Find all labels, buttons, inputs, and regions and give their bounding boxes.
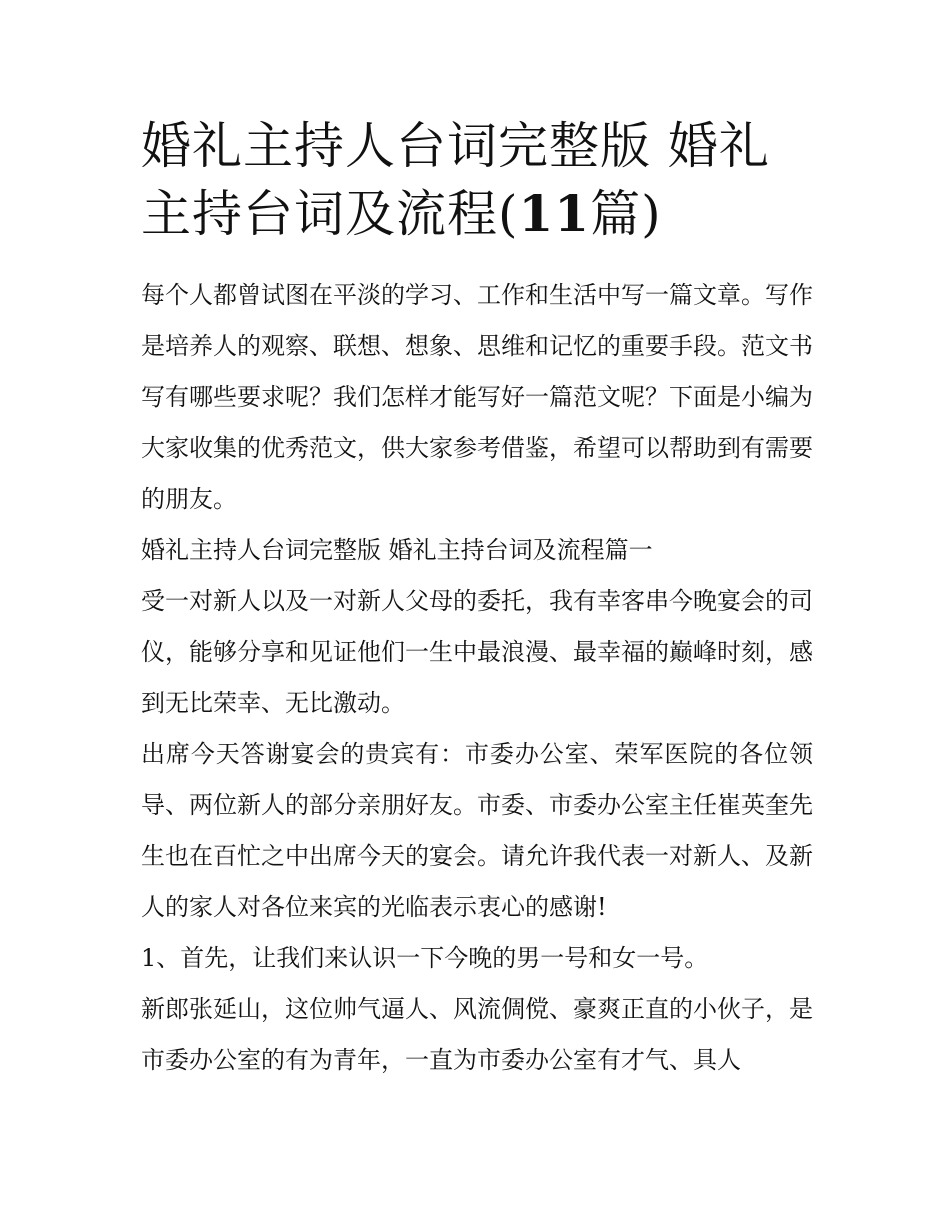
body-paragraph: 受一对新人以及一对新人父母的委托，我有幸客串今晚宴会的司仪，能够分享和见证他们一生中最浪漫、最幸福的巅峰时刻，感到无比荣幸、无比激动。	[141, 587, 813, 717]
title-text: 婚礼主持人台词完整版 婚礼主持台词及流程(	[141, 117, 770, 243]
title-number: 11	[518, 184, 591, 243]
body-paragraph: 新郎张延山，这位帅气逼人、风流倜傥、豪爽正直的小伙子，是市委办公室的有为青年，一直为市委办公室有才气、具人	[141, 995, 813, 1074]
document-body	[141, 270, 813, 1086]
intro-paragraph: 每个人都曾试图在平淡的学习、工作和生活中写一篇文章。写作是培养人的观察、联想、想象、思维和记忆的重要手段。范文书写有哪些要求呢？我们怎样才能写好一篇范文呢？下面是小编为大家收集的优秀范文，供大家参考借鉴，希望可以帮助到有需要的朋友。	[141, 281, 813, 513]
document-page	[141, 112, 813, 1086]
body-paragraph: 1、首先，让我们来认识一下今晚的男一号和女一号。	[141, 944, 709, 972]
body-paragraph: 出席今天答谢宴会的贵宾有：市委办公室、荣军医院的各位领导、两位新人的部分亲朋好友。市委、市委办公室主任崔英奎先生也在百忙之中出席今天的宴会。请允许我代表一对新人、及新人的家人对各位来宾的光临表示衷心的感谢!	[141, 740, 813, 921]
title-text-end: 篇)	[590, 185, 662, 243]
document-title	[141, 112, 813, 248]
section-heading: 婚礼主持人台词完整版 婚礼主持台词及流程篇一	[141, 536, 653, 564]
